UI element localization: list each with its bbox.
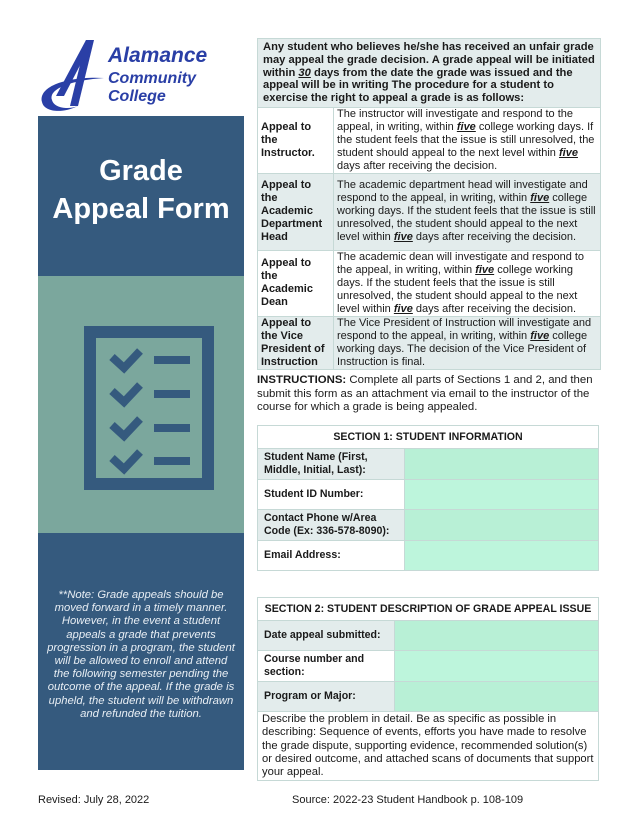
section2-title: SECTION 2: STUDENT DESCRIPTION OF GRADE APPEAL ISSUE xyxy=(258,598,599,621)
contact-phone-field[interactable] xyxy=(405,510,599,541)
describe-problem-text: Describe the problem in detail. Be as specific as possible in describing: Sequence of events, efforts you have made to resolve the grade dispute, supporting evidence, recommended solution(s) or desired outcome, and attached scans of documents that support your appeal. xyxy=(258,712,599,781)
sidebar-note: **Note: Grade appeals should be moved forward in a timely manner. However, in the event a student appeals a grade that prevents progression in a program, the student will be allowed to enroll and attend the following semester pending the outcome of the appeal. If the grade is upheld, the student will be withdrawn and refunded the tuition. xyxy=(38,533,244,770)
procedure-row: Appeal to the Vice President of Instruction The Vice President of Instruction will investigate and respond to the appeal, in writing, within five college working days. The decision of the Vice President of Instruction is final. xyxy=(258,316,601,369)
student-id-field[interactable] xyxy=(405,480,599,510)
sidebar-icon-panel xyxy=(38,276,244,533)
checklist-icon xyxy=(38,276,244,533)
date-submitted-field[interactable] xyxy=(395,621,599,651)
instructions: INSTRUCTIONS: Complete all parts of Sections 1 and 2, and then submit this form as an attachment via email to the instructor of the course for which a grade is being appealed. xyxy=(257,374,593,413)
logo-text-community-college: Community College xyxy=(108,70,196,105)
form-title-line1: Grade xyxy=(99,155,183,187)
program-major-field[interactable] xyxy=(395,682,599,712)
section1-student-information: SECTION 1: STUDENT INFORMATION Student Name (First, Middle, Initial, Last): Student ID Number: Contact Phone w/Area Code (Ex: 336-578-8090): Email Address: xyxy=(257,425,599,571)
section2-grade-appeal-issue: SECTION 2: STUDENT DESCRIPTION OF GRADE APPEAL ISSUE Date appeal submitted: Course number and section: Program or Major: Describe the problem in detail. Be as specific as possible in describing: Sequence of events, efforts you have made to resolve the grade dispute, supporting evidence, recommended solution(s) or desired outcome, and attached scans of documents that support your appeal. xyxy=(257,597,599,781)
student-name-field[interactable] xyxy=(405,449,599,480)
email-address-field[interactable] xyxy=(405,541,599,571)
revised-date: Revised: July 28, 2022 xyxy=(38,794,150,806)
procedure-row: Appeal to the Academic Department Head The academic department head will investigate and respond to the appeal, in writing, within five college working days. If the student feels that the issue is still unresolved, the student should appeal to the next level within five days after receiving the decision. xyxy=(258,173,601,250)
procedure-intro: Any student who believes he/she has received an unfair grade may appeal the grade decision. A grade appeal will be initiated within 30 days from the date the grade was issued and the appeal will be in writing The procedure for a student to exercise the right to appeal a grade is as follows: xyxy=(258,39,601,108)
section1-title: SECTION 1: STUDENT INFORMATION xyxy=(258,426,599,449)
procedure-row: Appeal to the Academic Dean The academic dean will investigate and respond to the appeal, in writing, within five college working days. If the student feels that the issue is still unresolved, the student should appeal to the next level within five days after receiving the decision. xyxy=(258,250,601,316)
appeal-procedure-table xyxy=(257,38,601,370)
source-reference: Source: 2022-23 Student Handbook p. 108-109 xyxy=(292,794,524,806)
appeal-days: 30 xyxy=(298,66,311,79)
course-section-field[interactable] xyxy=(395,651,599,682)
college-logo xyxy=(38,36,244,114)
logo-text-alamance: Alamance xyxy=(108,44,208,67)
procedure-row: Appeal to the Instructor. The instructor will investigate and respond to the appeal, in writing, within five college working days. If the student feels that the issue is still unresolved, the student should appeal to the next level within five days after receiving the decision. xyxy=(258,107,601,173)
form-title-line2: Appeal Form xyxy=(52,193,230,225)
logo-a-swoosh-icon xyxy=(38,36,108,114)
form-title xyxy=(38,116,244,276)
